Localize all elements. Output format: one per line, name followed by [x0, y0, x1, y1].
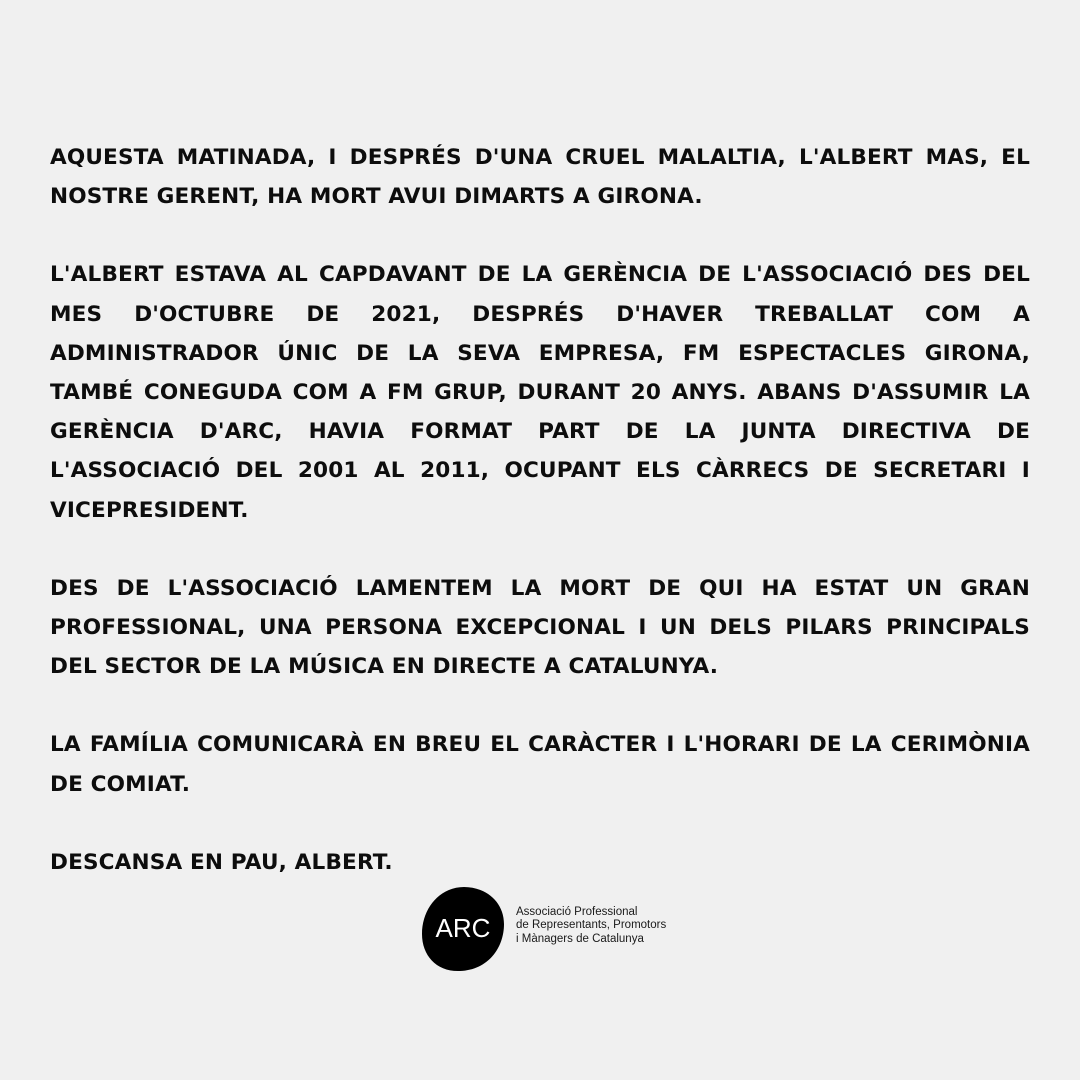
statement-paragraph-1: AQUESTA MATINADA, I DESPRÉS D'UNA CRUEL MALALTIA, L'ALBERT MAS, EL NOSTRE GERENT, HA MORT AVUI DIMARTS A GIRONA. [50, 145, 1030, 210]
arc-logo-mark [420, 886, 506, 972]
statement-paragraph-2: L'ALBERT ESTAVA AL CAPDAVANT DE LA GERÈNCIA DE L'ASSOCIACIÓ DES DEL MES D'OCTUBRE DE 2021, DESPRÉS D'HAVER TREBALLAT COM A ADMINISTRADOR ÚNIC DE LA SEVA EMPRESA, FM ESPECTACLES GIRONA, TAMBÉ CONEGUDA COM A FM GRUP, DURANT 20 ANYS. ABANS D'ASSUMIR LA GERÈNCIA D'ARC, HAVIA FORMAT PART DE LA JUNTA DIRECTIVA DE L'ASSOCIACIÓ DEL 2001 AL 2011, OCUPANT ELS CÀRRECS DE SECRETARI I VICEPRESIDENT. [50, 262, 1030, 523]
arc-logo [420, 886, 666, 972]
statement-paragraph-5: DESCANSA EN PAU, ALBERT. [50, 849, 393, 875]
statement-body [50, 138, 1030, 921]
arc-logo-caption-line-3: i Mànagers de Catalunya [516, 932, 644, 945]
arc-logo-caption-line-2: de Representants, Promotors [516, 919, 667, 932]
arc-logo-mark-text: ARC [435, 913, 491, 943]
statement-paragraph-3: DES DE L'ASSOCIACIÓ LAMENTEM LA MORT DE QUI HA ESTAT UN GRAN PROFESSIONAL, UNA PERSONA EXCEPCIONAL I UN DELS PILARS PRINCIPALS DEL SECTOR DE LA MÚSICA EN DIRECTE A CATALUNYA. [50, 575, 1030, 680]
statement-paragraph-4: LA FAMÍLIA COMUNICARÀ EN BREU EL CARÀCTER I L'HORARI DE LA CERIMÒNIA DE COMIAT. [50, 732, 1030, 797]
arc-logo-caption [516, 906, 666, 947]
arc-logo-caption-line-1: Associació Professional [516, 905, 638, 918]
